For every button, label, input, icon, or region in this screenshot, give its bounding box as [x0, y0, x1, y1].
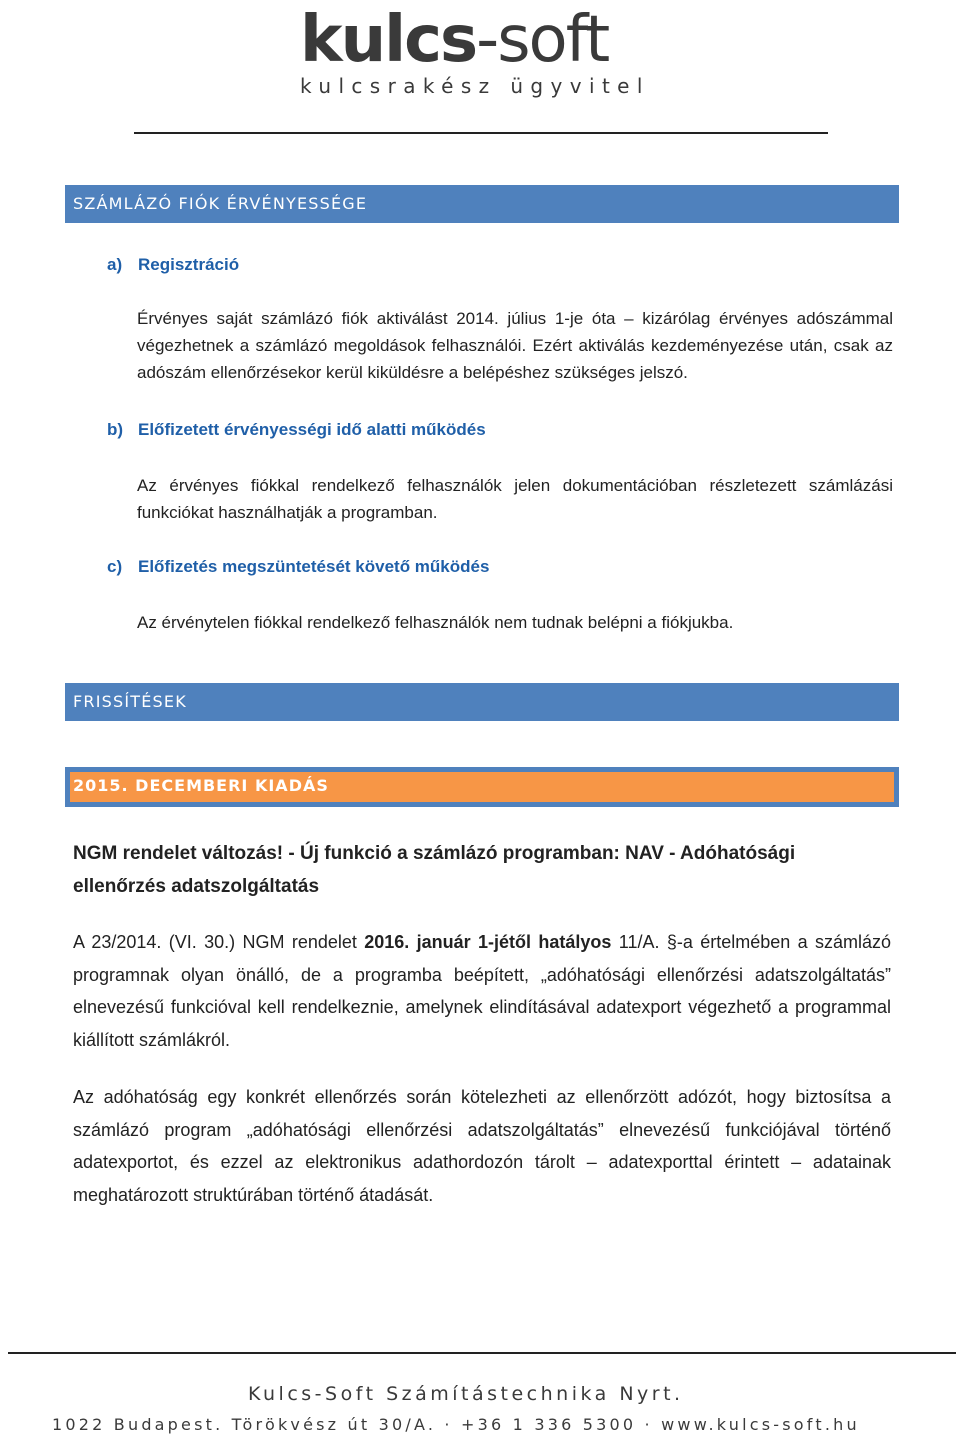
- section-header-updates: FRISSÍTÉSEK: [65, 683, 899, 721]
- item-text-active-subscription: Az érvényes fiókkal rendelkező felhasználók jelen dokumentációban részletezett számlázási funkciókat használhatják a programban.: [137, 476, 893, 522]
- para-text: 11/A. §-a értelmében a számlázó programnak olyan önálló, de a programba beépített, „adóhatósági ellenőrzési adatszolgáltatás” elnevezésű funkcióval kell rendelkeznie, amelynek elindításával adatexport végezhető a programmal kiállított számlákról.: [73, 932, 891, 1050]
- logo-light-text: soft: [497, 3, 609, 77]
- item-heading-registration: [107, 255, 239, 275]
- para-text: A 23/2014. (VI. 30.) NGM rendelet: [73, 932, 365, 952]
- item-text-after-termination: Az érvénytelen fiókkal rendelkező felhasználók nem tudnak belépni a fiókjukba.: [137, 613, 734, 632]
- item-heading-text: Előfizetés megszüntetését követő működés: [138, 557, 490, 576]
- footer-rule: [8, 1352, 956, 1354]
- logo-dash: -: [476, 3, 498, 77]
- item-heading-text: Regisztráció: [138, 255, 240, 274]
- item-heading-text: Előfizetett érvényességi idő alatti működés: [138, 420, 486, 439]
- item-marker: a): [107, 255, 123, 274]
- logo-tagline: kulcsrakész ügyvitel: [300, 74, 650, 98]
- company-logo: [300, 4, 660, 98]
- logo-bold-text: kulcs: [300, 3, 477, 77]
- item-heading-after-termination: [107, 557, 489, 577]
- release-header-frame: [65, 767, 899, 807]
- item-heading-active-subscription: [107, 420, 486, 440]
- item-marker: b): [107, 420, 124, 439]
- release-heading: NGM rendelet változás! - Új funkció a számlázó programban: NAV - Adóhatósági ellenőrzés adatszolgáltatás: [73, 843, 796, 897]
- logo-wordmark: [300, 4, 660, 76]
- footer-contact: 1022 Budapest. Törökvész út 30/A. · +36 1 336 5300 · www.kulcs-soft.hu: [52, 1415, 860, 1434]
- header-rule: [134, 132, 828, 134]
- footer-company-name: Kulcs-Soft Számítástechnika Nyrt.: [248, 1383, 684, 1405]
- release-paragraph-2: Az adóhatóság egy konkrét ellenőrzés során kötelezheti az ellenőrzött adózót, hogy biztosítsa a számlázó program „adóhatósági ellenőrzési adatszolgáltatás” elnevezésű funkciójával történő adatexportot, és ezzel az elektronikus adathordozón tárolt – adatexporttal érintett – adatainak meghatározott struktúrában történő átadását.: [73, 1087, 891, 1205]
- para-bold-text: 2016. január 1-jétől hatályos: [364, 932, 612, 952]
- section-header-account-validity: SZÁMLÁZÓ FIÓK ÉRVÉNYESSÉGE: [65, 185, 899, 223]
- release-header: 2015. DECEMBERI KIADÁS: [70, 772, 894, 802]
- item-text-registration: Érvényes saját számlázó fiók aktiválást 2014. július 1-je óta – kizárólag érvényes adószámmal végezhetnek a számlázó megoldások felhasználói. Ezért aktiválás kezdeményezése után, csak az adószám ellenőrzésekor kerül kiküldésre a belépéshez szükséges jelszó.: [137, 309, 893, 382]
- item-marker: c): [107, 557, 123, 576]
- release-paragraph-1: [73, 926, 891, 1056]
